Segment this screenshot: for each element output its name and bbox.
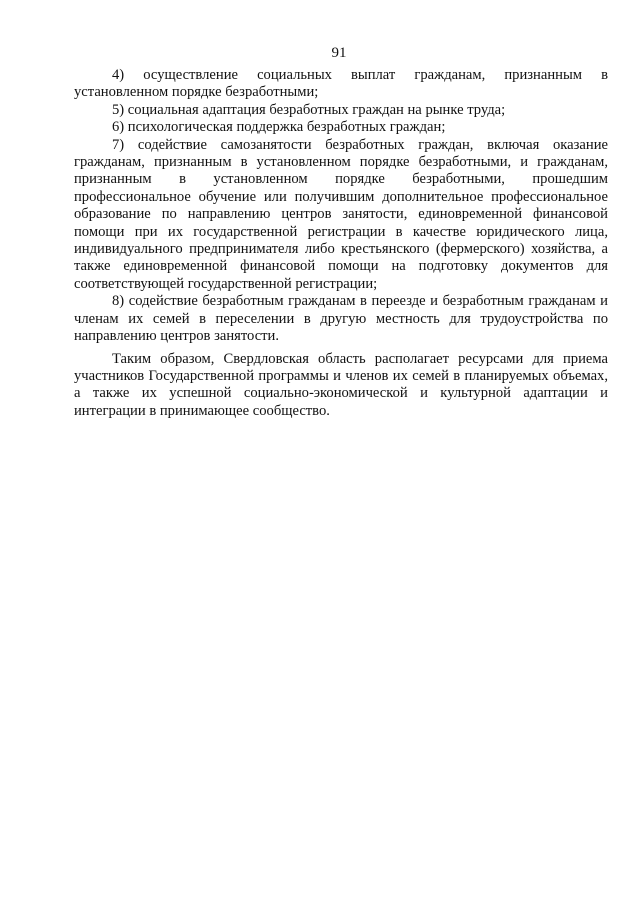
list-item-6: 6) психологическая поддержка безработных граждан; <box>112 119 446 136</box>
list-item-7: 7) содействие самозанятости безработных граждан, включая оказание гражданам, признанным в установленном порядке безработными, и гражданам, признанным в установленном порядке безработными, прошедшим профессиональное обучение или получившим дополнительное профессиональное образование по направлению центров занятости, единовременной финансовой помощи при их государственной регистрации в качестве юридического лица, индивидуального предпринимателя либо крестьянского (фермерского) хозяйства, а также единовременной финансовой помощи на подготовку документов для соответствующей государственной регистрации; <box>74 136 608 292</box>
list-item-4: 4) осуществление социальных выплат гражданам, признанным в установленном порядке безработными; <box>74 67 608 101</box>
document-body <box>74 67 608 420</box>
conclusion-paragraph: Таким образом, Свердловская область располагает ресурсами для приема участников Государственной программы и членов их семей в планируемых объемах, а также их успешной социально-экономической и культурной адаптации и интеграции в принимающее сообщество. <box>74 350 608 419</box>
page-number: 91 <box>331 45 347 61</box>
list-item-5: 5) социальная адаптация безработных граждан на рынке труда; <box>112 101 506 118</box>
list-item-8: 8) содействие безработным гражданам в переезде и безработным гражданам и членам их семей в переселении в другую местность для трудоустройства по направлению центров занятости. <box>74 293 608 345</box>
